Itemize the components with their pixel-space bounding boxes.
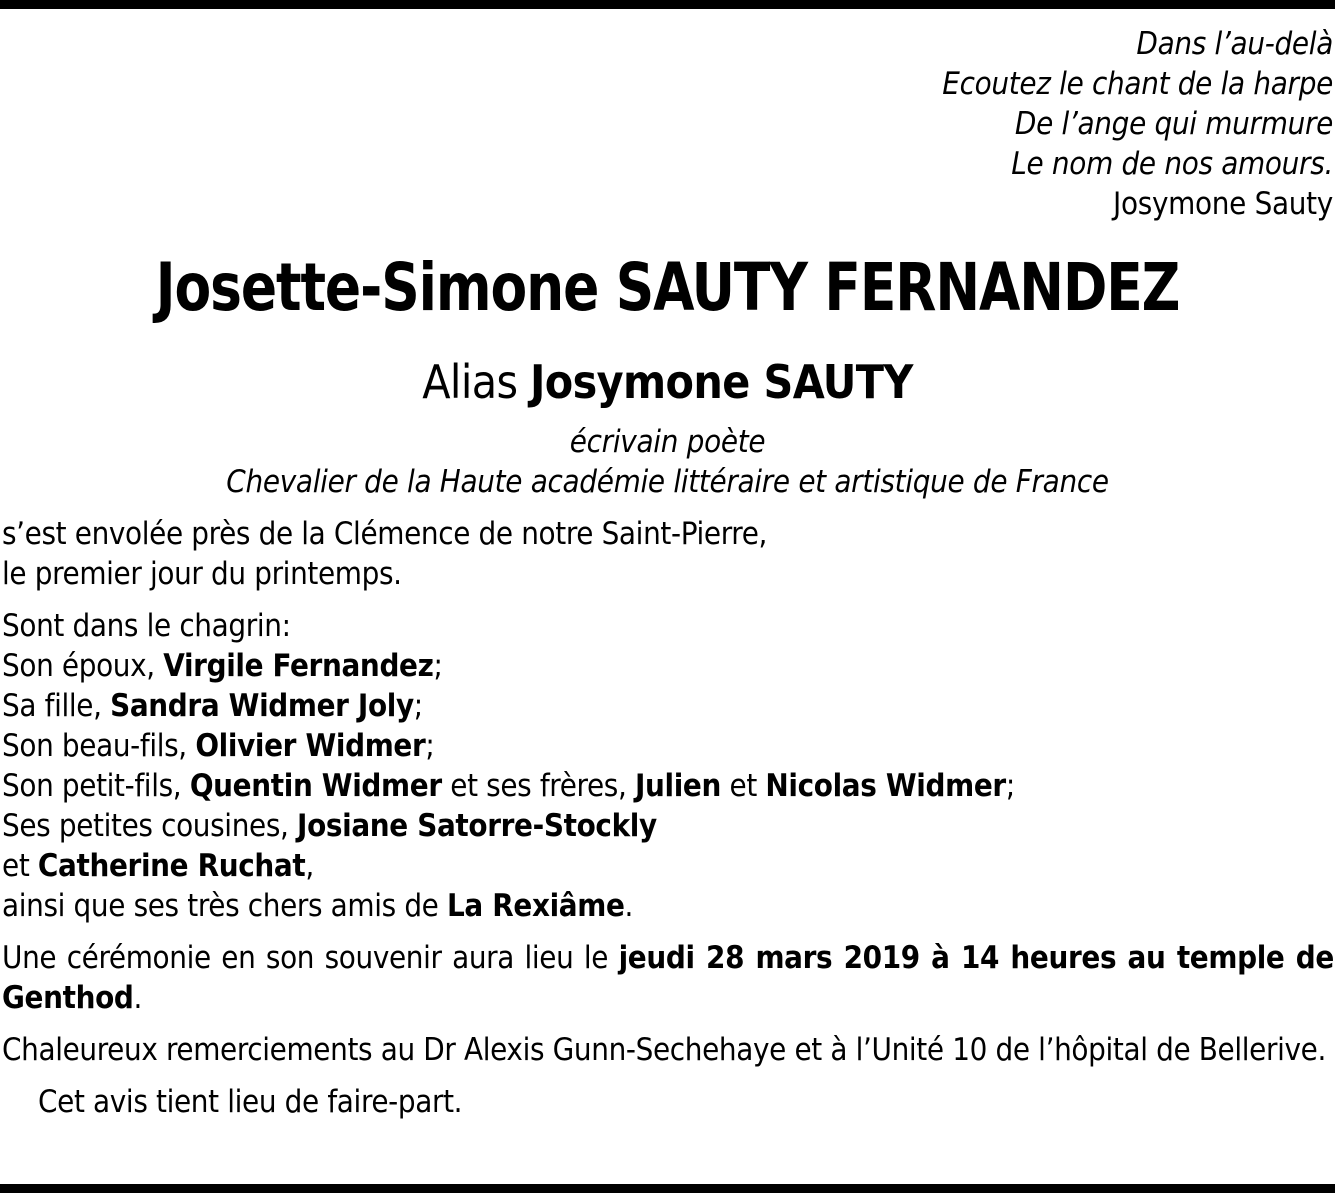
poem-line: De l’ange qui murmure [1014, 106, 1333, 142]
grandson-label: Son petit-fils, [2, 768, 190, 804]
ceremony-details: jeudi 28 mars 2019 à 14 heures au temple de Genthod [2, 940, 1334, 1016]
cousin-2-name: Catherine Ruchat [37, 848, 306, 884]
brother-1-name: Julien [634, 768, 721, 804]
spouse-name: Virgile Fernandez [163, 648, 434, 684]
soninlaw-end: ; [425, 728, 435, 764]
mourners-intro: Sont dans le chagrin: [2, 608, 291, 644]
title-occupation: écrivain poète [569, 424, 766, 460]
bottom-rule [0, 1184, 1335, 1193]
title-honour: Chevalier de la Haute académie littéraire et artistique de France [226, 464, 1109, 500]
cousin-end: , [305, 848, 314, 884]
cousin-and: et [2, 848, 38, 884]
deceased-alias [0, 352, 1335, 412]
grandson-name: Quentin Widmer [189, 768, 442, 804]
announcement [2, 514, 1334, 594]
announcement-line-2: le premier jour du printemps. [2, 556, 402, 592]
mourners-list [2, 606, 1334, 926]
ceremony-intro: Une cérémonie en son souvenir aura lieu le [2, 940, 619, 976]
notice-body [2, 514, 1334, 1122]
brother-2-name: Nicolas Widmer [765, 768, 1006, 804]
soninlaw-label: Son beau-fils, [2, 728, 196, 764]
friends-end: . [624, 888, 634, 924]
poem-line: Dans l’au-delà [1136, 26, 1333, 62]
daughter-end: ; [413, 688, 423, 724]
thanks: Chaleureux remerciements au Dr Alexis Gunn-Sechehaye et à l’Unité 10 de l’hôpital de Bellerive. [2, 1032, 1326, 1068]
notice-statement: Cet avis tient lieu de faire-part. [38, 1084, 463, 1120]
friends-label: ainsi que ses très chers amis de [2, 888, 448, 924]
daughter-name: Sandra Widmer Joly [110, 688, 414, 724]
announcement-line-1: s’est envolée près de la Clémence de notre Saint-Pierre, [2, 516, 768, 552]
brother-and: et [721, 768, 766, 804]
poem-line: Ecoutez le chant de la harpe [942, 66, 1333, 102]
ceremony-info [2, 938, 1334, 1018]
epigraph-poem [942, 24, 1333, 224]
cousin-1-name: Josiane Satorre-Stockly [297, 808, 657, 844]
daughter-label: Sa fille, [2, 688, 111, 724]
poem-author: Josymone Sauty [1113, 186, 1333, 222]
top-rule [0, 0, 1335, 9]
cousins-label: Ses petites cousines, [2, 808, 298, 844]
spouse-end: ; [433, 648, 443, 684]
alias-prefix: Alias [422, 355, 530, 409]
spouse-label: Son époux, [2, 648, 164, 684]
ceremony-end: . [133, 980, 143, 1016]
alias-name: Josymone SAUTY [530, 355, 913, 409]
poem-line: Le nom de nos amours. [1011, 146, 1333, 182]
deceased-full-name: Josette-Simone SAUTY FERNANDEZ [155, 249, 1180, 326]
grandson-end: ; [1005, 768, 1015, 804]
soninlaw-name: Olivier Widmer [195, 728, 426, 764]
grandson-mid: et ses frères, [441, 768, 635, 804]
deceased-titles [0, 422, 1335, 502]
friends-name: La Rexiâme [447, 888, 625, 924]
